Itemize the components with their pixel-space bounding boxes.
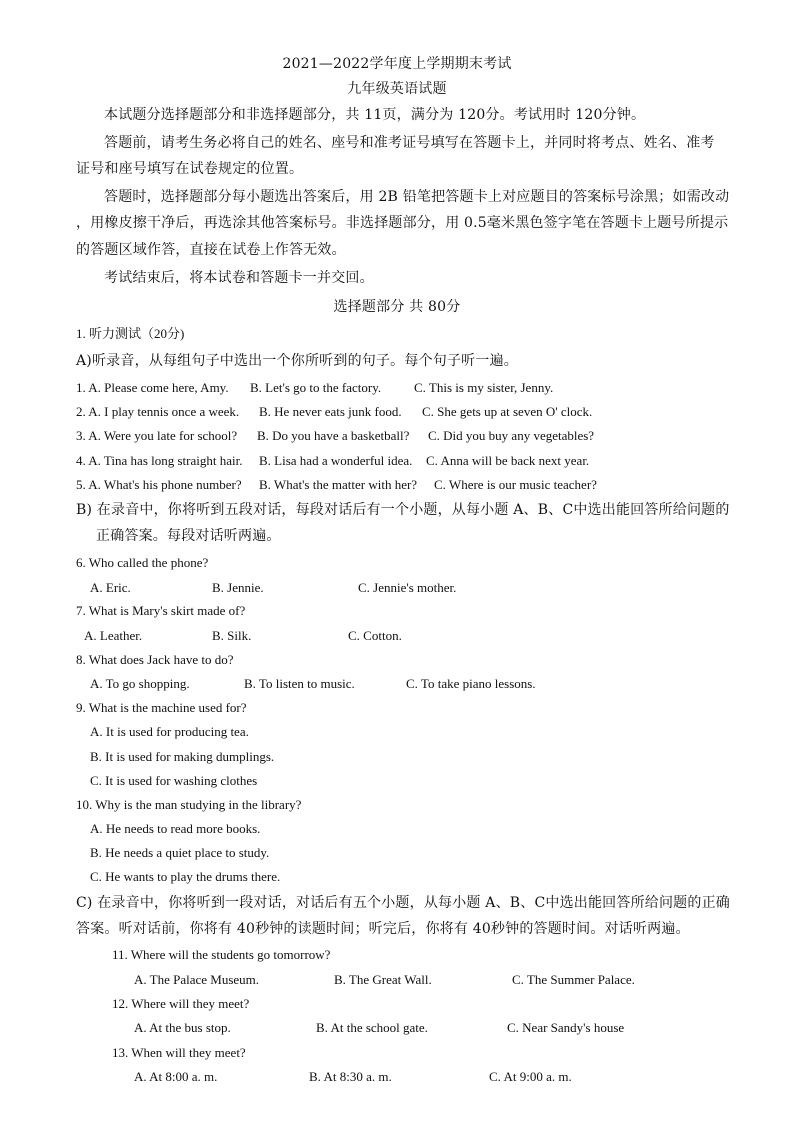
part-a-option: B. Let's go to the factory. bbox=[250, 380, 382, 395]
answer-option: A. Leather. bbox=[84, 628, 143, 643]
question: 6. Who called the phone? bbox=[76, 555, 209, 570]
answer-option: C. It is used for washing clothes bbox=[90, 773, 258, 788]
answer-option: A. At 8:00 a. m. bbox=[134, 1069, 218, 1084]
part-a-instruction: A)听录音，从每组句子中选出一个你所听到的句子。每个句子听一遍。 bbox=[76, 353, 518, 369]
question: 13. When will they meet? bbox=[112, 1045, 246, 1060]
instruction-line: ，用橡皮擦干净后，再选涂其他答案标号。非选择题部分，用 0.5毫米黑色签字笔在答题卡上题号所提示 bbox=[76, 215, 729, 231]
answer-option: B. Jennie. bbox=[212, 580, 264, 595]
answer-option: C. He wants to play the drums there. bbox=[90, 869, 281, 884]
listening-title: 1. 听力测试（20分) bbox=[76, 326, 185, 341]
section-title: 选择题部分 共 80分 bbox=[333, 299, 461, 315]
part-c-instruction: C) 在录音中，你将听到一段对话，对话后有五个小题，从每小题 A、B、C中选出能回答所给问题的正确 bbox=[76, 895, 730, 911]
part-a-option: B. Do you have a basketball? bbox=[257, 428, 410, 443]
part-a-option: 1. A. Please come here, Amy. bbox=[76, 380, 229, 395]
instruction-line: 答题前，请考生务必将自己的姓名、座号和准考证号填写在答题卡上，并同时将考点、姓名、准考 bbox=[104, 135, 715, 151]
part-a-option: 3. A. Were you late for school? bbox=[76, 428, 238, 443]
answer-option: C. Cotton. bbox=[348, 628, 402, 643]
instruction-line: 证号和座号填写在试卷规定的位置。 bbox=[76, 161, 304, 177]
part-b-instruction: B) 在录音中，你将听到五段对话，每段对话后有一个小题，从每小题 A、B、C中选出能回答所给问题的 bbox=[76, 502, 730, 518]
part-a-option: 4. A. Tina has long straight hair. bbox=[76, 453, 243, 468]
answer-option: A. At the bus stop. bbox=[134, 1020, 231, 1035]
instruction-line: 的答题区域作答，直接在试卷上作答无效。 bbox=[76, 242, 346, 258]
question: 11. Where will the students go tomorrow? bbox=[112, 947, 331, 962]
question: 12. Where will they meet? bbox=[112, 996, 250, 1011]
answer-option: A. It is used for producing tea. bbox=[90, 724, 249, 739]
part-c-instruction: 答案。听对话前，你将有 40秒钟的读题时间；听完后，你将有 40秒钟的答题时间。对话听两遍。 bbox=[76, 921, 690, 937]
instruction-line: 本试题分选择题部分和非选择题部分，共 11页，满分为 120分。考试用时 120分钟。 bbox=[104, 107, 646, 123]
subject-title: 九年级英语试题 bbox=[347, 81, 447, 97]
part-b-instruction: 正确答案。每段对话听两遍。 bbox=[96, 528, 281, 544]
part-a-option: C. Anna will be back next year. bbox=[426, 453, 590, 468]
part-a-option: C. This is my sister, Jenny. bbox=[414, 380, 554, 395]
question: 10. Why is the man studying in the library? bbox=[76, 797, 302, 812]
part-a-option: B. Lisa had a wonderful idea. bbox=[259, 453, 413, 468]
part-a-option: C. She gets up at seven O' clock. bbox=[422, 404, 593, 419]
answer-option: C. At 9:00 a. m. bbox=[489, 1069, 572, 1084]
part-a-option: C. Where is our music teacher? bbox=[434, 477, 597, 492]
part-a-option: B. What's the matter with her? bbox=[259, 477, 418, 492]
instruction-line: 考试结束后，将本试卷和答题卡一并交回。 bbox=[104, 270, 374, 286]
part-a-option: 5. A. What's his phone number? bbox=[76, 477, 242, 492]
answer-option: A. To go shopping. bbox=[90, 676, 190, 691]
instruction-line: 答题时，选择题部分每小题选出答案后，用 2B 铅笔把答题卡上对应题目的答案标号涂黑；如需改动 bbox=[104, 189, 730, 205]
answer-option: B. At the school gate. bbox=[316, 1020, 428, 1035]
question: 7. What is Mary's skirt made of? bbox=[76, 603, 246, 618]
answer-option: C. Jennie's mother. bbox=[358, 580, 457, 595]
part-a-option: 2. A. I play tennis once a week. bbox=[76, 404, 240, 419]
question: 9. What is the machine used for? bbox=[76, 700, 247, 715]
answer-option: B. He needs a quiet place to study. bbox=[90, 845, 270, 860]
answer-option: B. To listen to music. bbox=[244, 676, 355, 691]
answer-option: B. The Great Wall. bbox=[334, 972, 432, 987]
answer-option: B. At 8:30 a. m. bbox=[309, 1069, 392, 1084]
answer-option: A. The Palace Museum. bbox=[134, 972, 260, 987]
part-a-option: C. Did you buy any vegetables? bbox=[428, 428, 595, 443]
answer-option: A. He needs to read more books. bbox=[90, 821, 261, 836]
answer-option: B. It is used for making dumplings. bbox=[90, 749, 275, 764]
answer-option: A. Eric. bbox=[90, 580, 131, 595]
answer-option: B. Silk. bbox=[212, 628, 252, 643]
part-a-option: B. He never eats junk food. bbox=[259, 404, 402, 419]
answer-option: C. Near Sandy's house bbox=[507, 1020, 625, 1035]
question: 8. What does Jack have to do? bbox=[76, 652, 234, 667]
answer-option: C. To take piano lessons. bbox=[406, 676, 536, 691]
exam-title: 2021—2022学年度上学期期末考试 bbox=[282, 56, 512, 72]
answer-option: C. The Summer Palace. bbox=[512, 972, 635, 987]
